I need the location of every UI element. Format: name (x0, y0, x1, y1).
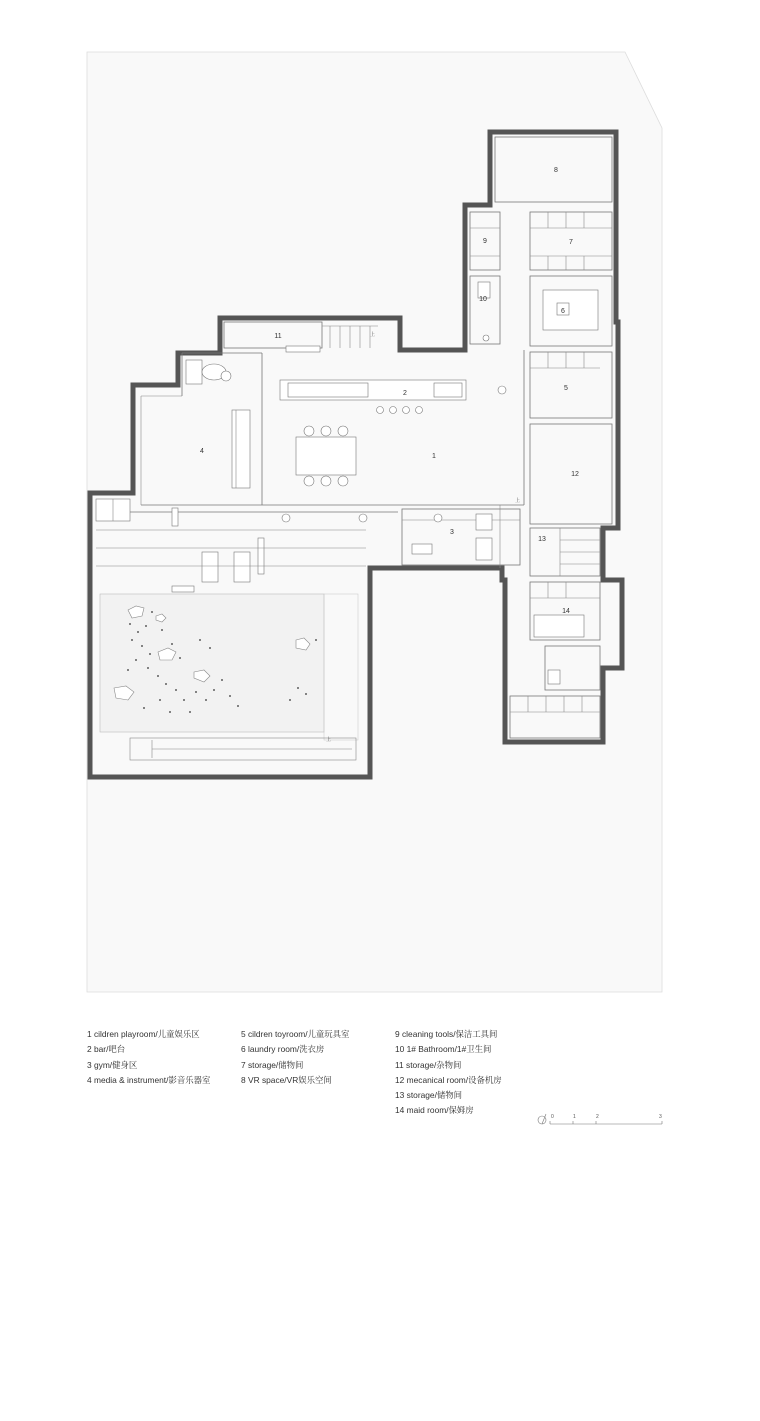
scale-tick-0: 0 (551, 1114, 554, 1120)
legend-item: 7 storage/储物间 (241, 1059, 304, 1070)
scale-bar (538, 1114, 662, 1124)
legend-item: 10 1# Bathroom/1#卫生间 (395, 1044, 492, 1055)
room-number-8: 8 (554, 167, 558, 174)
stair-mark-lower: 上 (515, 498, 521, 504)
legend-item: 5 cildren toyroom/儿童玩具室 (241, 1029, 350, 1039)
room-number-1: 1 (432, 453, 436, 460)
legend-column-3 (395, 1027, 502, 1119)
legend-item: 6 laundry room/洗衣房 (241, 1044, 325, 1055)
legend-column-1 (87, 1027, 210, 1088)
legend-column-2 (241, 1027, 349, 1088)
stair-mark-upper: 上 (370, 332, 376, 338)
legend-item: 1 cildren playroom/儿童娱乐区 (87, 1029, 200, 1039)
room-number-5: 5 (564, 385, 568, 392)
room-number-12: 12 (571, 471, 579, 478)
room-number-2: 2 (403, 390, 407, 397)
legend-item: 8 VR space/VR娱乐空间 (241, 1074, 332, 1085)
room-number-7: 7 (569, 239, 573, 246)
legend-item: 9 cleaning tools/保洁工具间 (395, 1029, 498, 1039)
scale-tick-3: 3 (659, 1114, 662, 1120)
legend-item: 14 maid room/保姆房 (395, 1105, 474, 1116)
legend-item: 13 storage/储物间 (395, 1090, 463, 1101)
room-number-13: 13 (538, 536, 546, 543)
scale-tick-1: 1 (573, 1114, 576, 1120)
room-number-4: 4 (200, 448, 204, 455)
room-number-10: 10 (479, 296, 487, 303)
legend-item: 3 gym/健身区 (87, 1059, 138, 1070)
legend-item: 11 storage/杂物间 (395, 1059, 462, 1070)
legend-item: 2 bar/吧台 (87, 1044, 126, 1055)
room-number-9: 9 (483, 238, 487, 245)
room-number-14: 14 (562, 608, 570, 615)
stair-mark-ramp: 上 (326, 737, 332, 743)
legend-item: 12 mecanical room/设备机房 (395, 1074, 502, 1085)
room-number-11: 11 (274, 333, 282, 340)
legend-item: 4 media & instrument/影音乐器室 (87, 1074, 211, 1085)
room-number-6: 6 (561, 308, 565, 315)
scale-tick-2: 2 (596, 1114, 599, 1120)
room-number-3: 3 (450, 529, 454, 536)
